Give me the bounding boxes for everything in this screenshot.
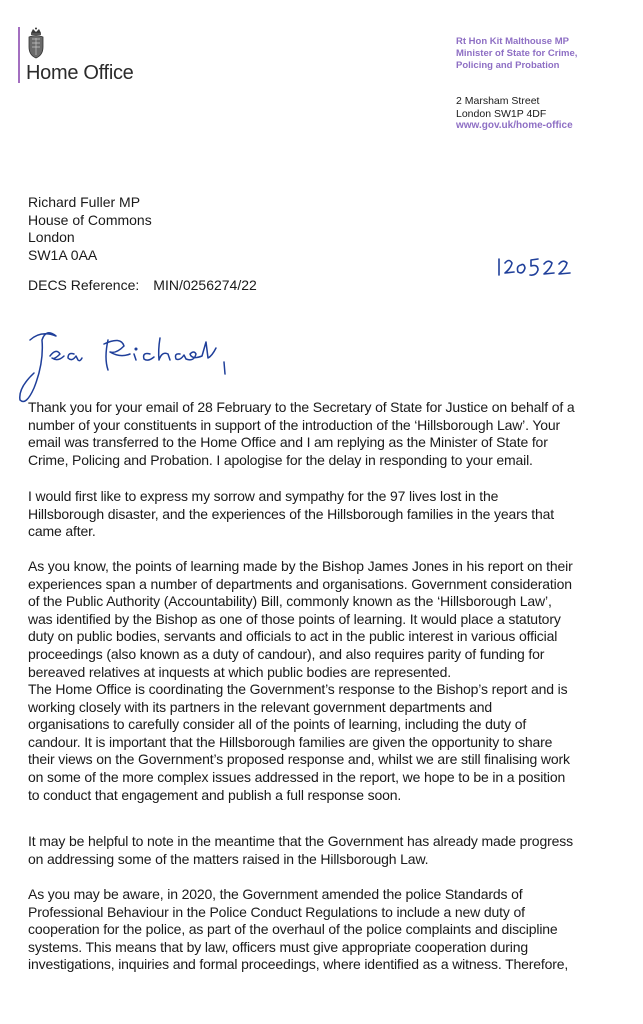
body-line: number of your constituents in support of the introduction of the ‘Hillsborough Law’. Your	[28, 416, 561, 433]
recipient-line: SW1A 0AA	[28, 246, 98, 263]
body-line: I would first like to express my sorrow and sympathy for the 97 lives lost in the	[28, 488, 499, 504]
body-line: cooperation for the police, as part of the overhaul of the police complaints and discipline	[28, 921, 558, 938]
body-line: email was transferred to the Home Office and I am replying as the Minister of State for	[28, 434, 548, 451]
recipient-address	[28, 194, 152, 264]
body-line: Crime, Policing and Probation. I apologise for the delay in responding to your email.	[28, 451, 533, 468]
minister-block	[456, 36, 577, 72]
minister-line: Minister of State for Crime,	[456, 48, 578, 59]
body-line: The Home Office is coordinating the Government’s response to the Bishop’s report and is	[28, 681, 568, 697]
reference-label: DECS Reference:	[28, 277, 140, 293]
brand-accent-bar	[18, 27, 20, 83]
body-line: their views on the Government’s proposed response and, whilst we are still finalising work	[28, 751, 570, 768]
minister-line: Policing and Probation	[456, 60, 560, 71]
office-address	[456, 95, 573, 133]
body-line: Hillsborough disaster, and the experiences of the Hillsborough families in the years that	[28, 505, 554, 522]
body-line: proceedings (also known as a duty of candour), and also requires parity of funding for	[28, 645, 545, 662]
handwritten-date	[496, 254, 578, 280]
reference-value: MIN/0256274/22	[153, 277, 257, 293]
body-paragraph	[28, 399, 575, 469]
body-line: It may be helpful to note in the meantime that the Government has already made progress	[28, 833, 573, 849]
body-line: came after.	[28, 523, 96, 540]
body-paragraph	[28, 488, 554, 541]
body-line: on addressing some of the matters raised in the Hillsborough Law.	[28, 850, 429, 867]
recipient-line: Richard Fuller MP	[28, 194, 141, 210]
body-line: of the Public Authority (Accountability) Bill, commonly known as the ‘Hillsborough Law’,	[28, 593, 552, 610]
body-line: duty on public bodies, servants and officials to act in the public interest in various official	[28, 628, 558, 645]
body-line: experiences span a number of departments and organisations. Government consideration	[28, 575, 572, 592]
handwritten-salutation	[16, 318, 246, 408]
body-paragraph	[28, 558, 573, 681]
body-line: was identified by the Bishop as one of those points of learning. It would place a statutory	[28, 610, 561, 627]
body-line: Professional Behaviour in the Police Conduct Regulations to include a new duty of	[28, 903, 525, 920]
body-line: Thank you for your email of 28 February to the Secretary of State for Justice on behalf of a	[28, 399, 575, 415]
body-line: bereaved relatives at inquests at which public bodies are represented.	[28, 663, 451, 680]
body-line: investigations, inquiries and formal proceedings, where identified as a witness. Therefore,	[28, 956, 569, 973]
recipient-line: London	[28, 229, 75, 245]
body-line: As you may be aware, in 2020, the Government amended the police Standards of	[28, 886, 523, 902]
organisation-name: Home Office	[26, 62, 134, 84]
body-line: working closely with its partners in the relevant government departments and	[28, 698, 493, 715]
royal-crest-icon	[26, 27, 46, 61]
body-line: organisations to carefully consider all of the points of learning, including the duty of	[28, 716, 527, 733]
body-paragraph	[28, 833, 573, 868]
reference	[28, 277, 257, 293]
recipient-line: House of Commons	[28, 211, 152, 228]
body-line: on some of the more complex issues addressed in the report, we hope to be in a position	[28, 768, 566, 785]
minister-line: Rt Hon Kit Malthouse MP	[456, 36, 569, 47]
website-link[interactable]: www.gov.uk/home-office	[456, 120, 573, 131]
office-address-line: London SW1P 4DF	[456, 107, 547, 120]
body-line: to conduct that engagement and publish a full response soon.	[28, 786, 402, 803]
body-paragraph	[28, 681, 570, 804]
body-line: As you know, the points of learning made by the Bishop James Jones in his report on their	[28, 558, 573, 574]
body-paragraph	[28, 886, 568, 974]
body-line: systems. This means that by law, officers must give appropriate cooperation during	[28, 938, 528, 955]
body-line: candour. It is important that the Hillsborough families are given the opportunity to share	[28, 733, 553, 750]
office-address-line: 2 Marsham Street	[456, 95, 540, 107]
